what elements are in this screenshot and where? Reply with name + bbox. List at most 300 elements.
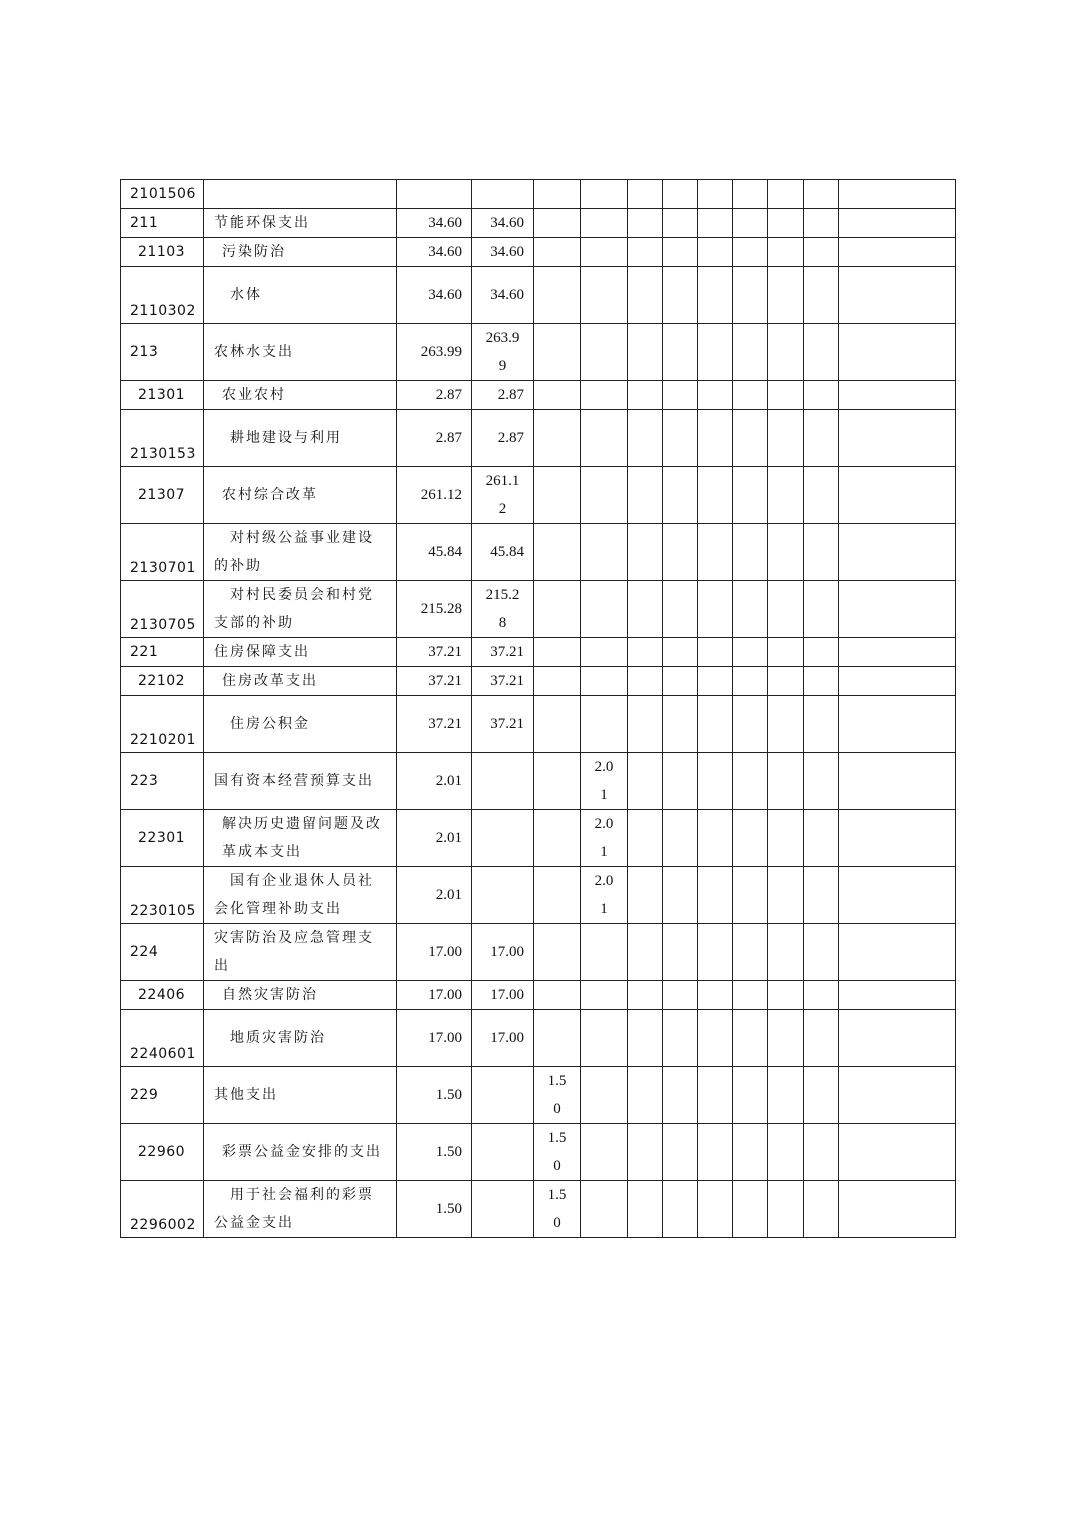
gov-fund-amount-cell	[534, 524, 581, 581]
general-budget-amount-cell	[472, 924, 534, 981]
gov-fund-amount-cell	[534, 267, 581, 324]
empty-cell	[698, 180, 733, 209]
soe-capital-amount-cell	[581, 209, 628, 238]
total-amount: 37.21	[428, 643, 462, 660]
subject-name: 农林水支出	[214, 344, 294, 360]
general-budget-amount-cell	[472, 867, 534, 924]
subject-code: 2240601	[130, 1046, 196, 1062]
empty-cell	[804, 924, 839, 981]
general-budget-amount-cell	[472, 410, 534, 467]
subject-code: 2210201	[130, 732, 196, 748]
empty-cell	[804, 1067, 839, 1124]
empty-cell	[804, 1124, 839, 1181]
general-budget-amount-cell	[472, 381, 534, 410]
empty-cell	[804, 867, 839, 924]
soe-capital-amount-cell	[581, 410, 628, 467]
subject-name: 农业农村	[222, 387, 286, 403]
subject-code: 2130705	[130, 617, 196, 633]
empty-cell	[628, 638, 663, 667]
empty-cell	[663, 209, 698, 238]
subject-name-cell	[204, 810, 397, 867]
empty-cell	[663, 1067, 698, 1124]
table-row	[121, 696, 956, 753]
empty-cell	[733, 1124, 768, 1181]
subject-name-cell	[204, 981, 397, 1010]
empty-cell	[698, 810, 733, 867]
empty-cell	[839, 381, 956, 410]
empty-cell	[698, 1181, 733, 1238]
subject-name: 自然灾害防治	[222, 987, 318, 1003]
total-amount-cell	[397, 1067, 472, 1124]
empty-cell	[839, 581, 956, 638]
subject-name-cell	[204, 410, 397, 467]
subject-code-cell	[121, 1124, 204, 1181]
total-amount-cell	[397, 467, 472, 524]
total-amount-cell	[397, 524, 472, 581]
empty-cell	[698, 638, 733, 667]
empty-cell	[804, 524, 839, 581]
soe-capital-amount-cell	[581, 1181, 628, 1238]
empty-cell	[663, 1010, 698, 1067]
empty-cell	[804, 238, 839, 267]
empty-cell	[663, 696, 698, 753]
empty-cell	[698, 924, 733, 981]
soe-capital-amount-cell	[581, 381, 628, 410]
empty-cell	[733, 638, 768, 667]
subject-name: 节能环保支出	[214, 215, 310, 231]
empty-cell	[628, 1010, 663, 1067]
soe-capital-amount-cell	[581, 753, 628, 810]
empty-cell	[768, 209, 804, 238]
empty-cell	[768, 1067, 804, 1124]
empty-cell	[698, 696, 733, 753]
budget-expenditure-table	[120, 179, 956, 1238]
empty-cell	[663, 924, 698, 981]
empty-cell	[698, 381, 733, 410]
subject-name: 水体	[230, 287, 262, 303]
subject-code: 223	[130, 773, 159, 789]
subject-name-cell	[204, 524, 397, 581]
general-budget-amount-cell	[472, 753, 534, 810]
empty-cell	[839, 1067, 956, 1124]
table-row	[121, 638, 956, 667]
subject-code: 221	[130, 644, 159, 660]
empty-cell	[804, 267, 839, 324]
subject-code: 2296002	[130, 1217, 196, 1233]
gov-fund-amount-cell	[534, 209, 581, 238]
table-row	[121, 1010, 956, 1067]
table-row	[121, 180, 956, 209]
table-row	[121, 524, 956, 581]
subject-name-cell	[204, 267, 397, 324]
empty-cell	[768, 1010, 804, 1067]
empty-cell	[768, 1124, 804, 1181]
empty-cell	[733, 667, 768, 696]
subject-code: 2230105	[130, 903, 196, 919]
soe-capital-amount-cell	[581, 667, 628, 696]
empty-cell	[839, 238, 956, 267]
empty-cell	[804, 667, 839, 696]
subject-code: 213	[130, 344, 159, 360]
empty-cell	[698, 753, 733, 810]
subject-code-cell	[121, 1010, 204, 1067]
empty-cell	[768, 410, 804, 467]
general-budget-amount: 34.60	[490, 286, 524, 303]
table-row	[121, 1124, 956, 1181]
empty-cell	[804, 209, 839, 238]
general-budget-amount-cell	[472, 324, 534, 381]
empty-cell	[698, 981, 733, 1010]
empty-cell	[733, 524, 768, 581]
gov-fund-amount: 1.50	[547, 1187, 567, 1231]
total-amount: 2.01	[435, 829, 462, 846]
subject-name: 其他支出	[214, 1087, 278, 1103]
empty-cell	[628, 1181, 663, 1238]
subject-code-cell	[121, 1181, 204, 1238]
empty-cell	[768, 867, 804, 924]
empty-cell	[839, 696, 956, 753]
empty-cell	[628, 981, 663, 1010]
table-row	[121, 1181, 956, 1238]
gov-fund-amount-cell	[534, 867, 581, 924]
empty-cell	[839, 467, 956, 524]
general-budget-amount: 34.60	[490, 243, 524, 260]
empty-cell	[804, 410, 839, 467]
empty-cell	[768, 524, 804, 581]
subject-code-cell	[121, 267, 204, 324]
empty-cell	[628, 209, 663, 238]
total-amount: 17.00	[428, 943, 462, 960]
empty-cell	[663, 753, 698, 810]
table-row	[121, 410, 956, 467]
empty-cell	[733, 1067, 768, 1124]
empty-cell	[839, 1181, 956, 1238]
subject-code: 2130153	[130, 446, 196, 462]
empty-cell	[628, 1124, 663, 1181]
empty-cell	[663, 981, 698, 1010]
subject-name: 污染防治	[222, 244, 286, 260]
empty-cell	[839, 1124, 956, 1181]
empty-cell	[839, 638, 956, 667]
soe-capital-amount-cell	[581, 524, 628, 581]
empty-cell	[628, 180, 663, 209]
gov-fund-amount-cell	[534, 180, 581, 209]
general-budget-amount: 34.60	[490, 214, 524, 231]
subject-name-cell	[204, 638, 397, 667]
general-budget-amount: 17.00	[490, 986, 524, 1003]
empty-cell	[628, 467, 663, 524]
general-budget-amount: 17.00	[490, 1029, 524, 1046]
soe-capital-amount-cell	[581, 924, 628, 981]
total-amount: 2.01	[435, 886, 462, 903]
total-amount: 2.87	[435, 386, 462, 403]
empty-cell	[733, 267, 768, 324]
general-budget-amount: 45.84	[490, 543, 524, 560]
table-row	[121, 581, 956, 638]
total-amount-cell	[397, 753, 472, 810]
subject-code: 224	[130, 944, 159, 960]
subject-code: 22960	[138, 1144, 186, 1160]
subject-name-cell	[204, 867, 397, 924]
gov-fund-amount: 1.50	[547, 1073, 567, 1117]
total-amount: 37.21	[428, 672, 462, 689]
soe-capital-amount-cell	[581, 810, 628, 867]
general-budget-amount-cell	[472, 981, 534, 1010]
subject-code-cell	[121, 410, 204, 467]
empty-cell	[768, 238, 804, 267]
subject-name: 灾害防治及应急管理支出	[214, 930, 374, 974]
subject-name: 对村民委员会和村党支部的补助	[214, 587, 374, 631]
total-amount: 34.60	[428, 286, 462, 303]
empty-cell	[733, 981, 768, 1010]
empty-cell	[628, 238, 663, 267]
empty-cell	[628, 267, 663, 324]
subject-name-cell	[204, 1067, 397, 1124]
empty-cell	[628, 524, 663, 581]
total-amount-cell	[397, 1010, 472, 1067]
empty-cell	[663, 324, 698, 381]
subject-name-cell	[204, 381, 397, 410]
subject-name: 耕地建设与利用	[230, 430, 342, 446]
table-row	[121, 381, 956, 410]
empty-cell	[733, 180, 768, 209]
empty-cell	[733, 753, 768, 810]
subject-name-cell	[204, 324, 397, 381]
total-amount: 215.28	[420, 600, 462, 617]
total-amount: 1.50	[435, 1143, 462, 1160]
empty-cell	[804, 753, 839, 810]
empty-cell	[804, 1010, 839, 1067]
total-amount-cell	[397, 267, 472, 324]
gov-fund-amount-cell	[534, 753, 581, 810]
general-budget-amount-cell	[472, 1181, 534, 1238]
gov-fund-amount-cell	[534, 381, 581, 410]
empty-cell	[839, 1010, 956, 1067]
empty-cell	[733, 924, 768, 981]
general-budget-amount: 215.28	[485, 587, 520, 631]
gov-fund-amount-cell	[534, 1067, 581, 1124]
gov-fund-amount-cell	[534, 638, 581, 667]
general-budget-amount-cell	[472, 638, 534, 667]
empty-cell	[804, 324, 839, 381]
subject-code: 22406	[138, 987, 186, 1003]
general-budget-amount-cell	[472, 180, 534, 209]
gov-fund-amount-cell	[534, 1124, 581, 1181]
empty-cell	[663, 1181, 698, 1238]
general-budget-amount: 2.87	[497, 429, 524, 446]
empty-cell	[839, 867, 956, 924]
general-budget-amount-cell	[472, 524, 534, 581]
empty-cell	[698, 867, 733, 924]
empty-cell	[733, 467, 768, 524]
soe-capital-amount-cell	[581, 180, 628, 209]
table-row	[121, 267, 956, 324]
table-row	[121, 1067, 956, 1124]
empty-cell	[628, 810, 663, 867]
soe-capital-amount-cell	[581, 981, 628, 1010]
table-row	[121, 238, 956, 267]
table-row	[121, 867, 956, 924]
subject-code-cell	[121, 238, 204, 267]
subject-code-cell	[121, 867, 204, 924]
empty-cell	[628, 924, 663, 981]
empty-cell	[663, 867, 698, 924]
total-amount-cell	[397, 810, 472, 867]
total-amount: 261.12	[420, 486, 462, 503]
subject-name: 地质灾害防治	[230, 1030, 326, 1046]
total-amount: 17.00	[428, 1029, 462, 1046]
empty-cell	[698, 667, 733, 696]
total-amount-cell	[397, 696, 472, 753]
gov-fund-amount-cell	[534, 410, 581, 467]
empty-cell	[768, 581, 804, 638]
empty-cell	[839, 981, 956, 1010]
general-budget-amount: 261.12	[485, 473, 520, 517]
empty-cell	[733, 810, 768, 867]
subject-name: 彩票公益金安排的支出	[222, 1144, 382, 1160]
empty-cell	[768, 696, 804, 753]
empty-cell	[733, 209, 768, 238]
empty-cell	[698, 324, 733, 381]
general-budget-amount-cell	[472, 1010, 534, 1067]
empty-cell	[768, 924, 804, 981]
empty-cell	[663, 667, 698, 696]
general-budget-amount: 17.00	[490, 943, 524, 960]
empty-cell	[628, 1067, 663, 1124]
empty-cell	[663, 180, 698, 209]
subject-code-cell	[121, 696, 204, 753]
subject-code-cell	[121, 180, 204, 209]
subject-name-cell	[204, 467, 397, 524]
empty-cell	[768, 324, 804, 381]
soe-capital-amount: 2.01	[594, 759, 614, 803]
table-row	[121, 324, 956, 381]
soe-capital-amount-cell	[581, 1067, 628, 1124]
gov-fund-amount-cell	[534, 1181, 581, 1238]
table-row	[121, 810, 956, 867]
subject-code-cell	[121, 381, 204, 410]
table-row	[121, 667, 956, 696]
subject-name-cell	[204, 1181, 397, 1238]
subject-code-cell	[121, 209, 204, 238]
empty-cell	[839, 924, 956, 981]
soe-capital-amount-cell	[581, 638, 628, 667]
table-row	[121, 209, 956, 238]
soe-capital-amount-cell	[581, 1010, 628, 1067]
empty-cell	[663, 581, 698, 638]
empty-cell	[698, 410, 733, 467]
general-budget-amount-cell	[472, 810, 534, 867]
subject-code: 211	[130, 215, 159, 231]
empty-cell	[804, 180, 839, 209]
gov-fund-amount: 1.50	[547, 1130, 567, 1174]
subject-code-cell	[121, 810, 204, 867]
empty-cell	[804, 696, 839, 753]
empty-cell	[698, 524, 733, 581]
total-amount-cell	[397, 238, 472, 267]
empty-cell	[839, 753, 956, 810]
soe-capital-amount-cell	[581, 467, 628, 524]
general-budget-amount-cell	[472, 696, 534, 753]
total-amount: 17.00	[428, 986, 462, 1003]
empty-cell	[839, 410, 956, 467]
empty-cell	[839, 267, 956, 324]
gov-fund-amount-cell	[534, 467, 581, 524]
subject-name-cell	[204, 238, 397, 267]
subject-code-cell	[121, 667, 204, 696]
empty-cell	[663, 1124, 698, 1181]
subject-name-cell	[204, 924, 397, 981]
empty-cell	[768, 180, 804, 209]
subject-name: 用于社会福利的彩票公益金支出	[214, 1187, 374, 1231]
empty-cell	[733, 1181, 768, 1238]
subject-name-cell	[204, 696, 397, 753]
general-budget-amount-cell	[472, 1124, 534, 1181]
empty-cell	[628, 867, 663, 924]
subject-code-cell	[121, 467, 204, 524]
empty-cell	[768, 267, 804, 324]
subject-code: 2101506	[130, 186, 196, 202]
subject-code: 2130701	[130, 560, 196, 576]
empty-cell	[839, 209, 956, 238]
empty-cell	[698, 267, 733, 324]
total-amount-cell	[397, 381, 472, 410]
table-row	[121, 753, 956, 810]
empty-cell	[768, 667, 804, 696]
table-row	[121, 924, 956, 981]
gov-fund-amount-cell	[534, 667, 581, 696]
soe-capital-amount-cell	[581, 238, 628, 267]
total-amount-cell	[397, 410, 472, 467]
total-amount: 37.21	[428, 715, 462, 732]
subject-code-cell	[121, 1067, 204, 1124]
soe-capital-amount-cell	[581, 324, 628, 381]
empty-cell	[628, 667, 663, 696]
empty-cell	[804, 581, 839, 638]
empty-cell	[628, 753, 663, 810]
total-amount-cell	[397, 581, 472, 638]
empty-cell	[768, 381, 804, 410]
empty-cell	[663, 810, 698, 867]
empty-cell	[628, 381, 663, 410]
soe-capital-amount: 2.01	[594, 873, 614, 917]
empty-cell	[839, 180, 956, 209]
total-amount-cell	[397, 638, 472, 667]
soe-capital-amount-cell	[581, 696, 628, 753]
empty-cell	[733, 581, 768, 638]
empty-cell	[804, 981, 839, 1010]
general-budget-amount: 263.99	[485, 330, 520, 374]
gov-fund-amount-cell	[534, 810, 581, 867]
gov-fund-amount-cell	[534, 924, 581, 981]
general-budget-amount: 2.87	[497, 386, 524, 403]
total-amount: 45.84	[428, 543, 462, 560]
gov-fund-amount-cell	[534, 324, 581, 381]
general-budget-amount: 37.21	[490, 715, 524, 732]
total-amount: 2.87	[435, 429, 462, 446]
subject-code: 22102	[138, 673, 186, 689]
general-budget-amount: 37.21	[490, 672, 524, 689]
empty-cell	[628, 324, 663, 381]
subject-name-cell	[204, 667, 397, 696]
total-amount-cell	[397, 667, 472, 696]
empty-cell	[768, 638, 804, 667]
soe-capital-amount-cell	[581, 1124, 628, 1181]
soe-capital-amount-cell	[581, 867, 628, 924]
subject-name: 住房改革支出	[222, 673, 318, 689]
total-amount-cell	[397, 324, 472, 381]
empty-cell	[804, 381, 839, 410]
